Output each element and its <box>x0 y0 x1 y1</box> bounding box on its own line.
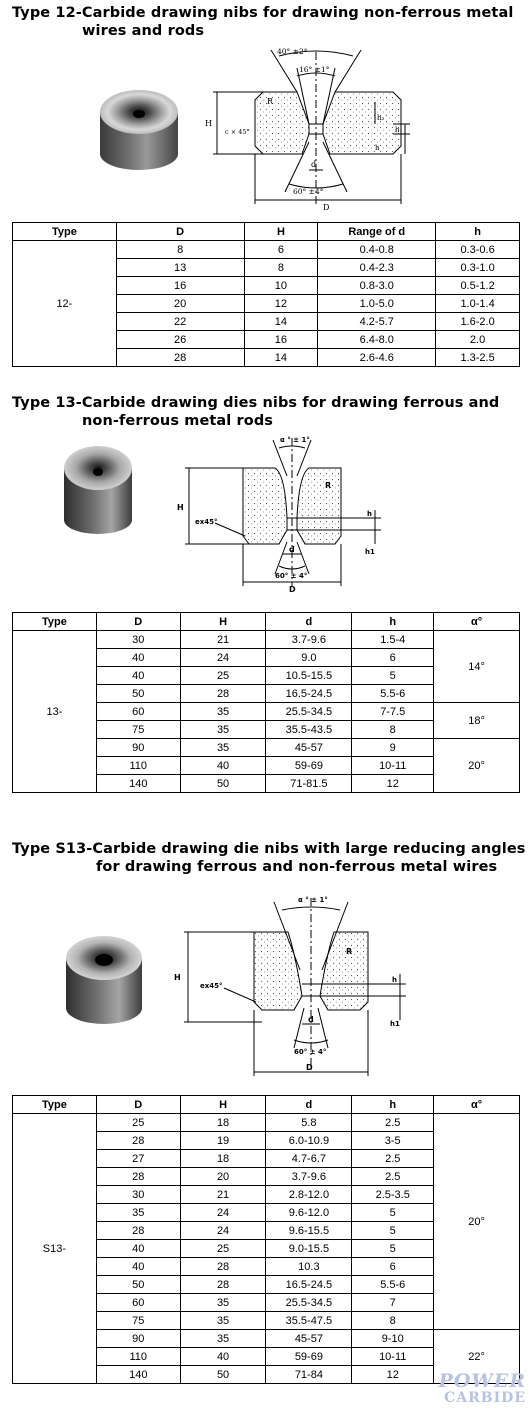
column-header: h <box>436 223 520 241</box>
table-cell: 1.6-2.0 <box>436 313 520 331</box>
column-header: H <box>180 613 266 631</box>
dimension-H-label: H <box>205 119 212 128</box>
angle-bottom-label: 60° ± 4° <box>294 1048 327 1056</box>
table-cell: 90 <box>96 739 180 757</box>
column-header: D <box>116 223 244 241</box>
table-cell: 10-11 <box>352 1348 434 1366</box>
table-cell: 5 <box>352 1222 434 1240</box>
section-title-type-12 <box>12 4 513 40</box>
dimension-d-label: d <box>289 545 295 554</box>
table-cell: 3.7-9.6 <box>266 631 352 649</box>
table-header-row <box>13 613 520 631</box>
table-cell: 24 <box>180 649 266 667</box>
table-cell: 22 <box>116 313 244 331</box>
table-cell: 4.2-5.7 <box>318 313 436 331</box>
dimension-h1-label: h1 <box>390 1020 400 1028</box>
title-line-1: Type 13-Carbide drawing dies nibs for drawing ferrous and <box>12 395 500 411</box>
table-cell: 2.8-12.0 <box>266 1186 352 1204</box>
table-cell: 16.5-24.5 <box>266 1276 352 1294</box>
table-cell: 26 <box>116 331 244 349</box>
table-cell: 13 <box>116 259 244 277</box>
table-cell: 35 <box>180 739 266 757</box>
table-cell: 75 <box>96 1312 180 1330</box>
table-cell: 5.8 <box>266 1114 352 1132</box>
chamfer-label: ex45° <box>200 982 223 990</box>
table-cell: 45-57 <box>266 739 352 757</box>
dimension-D-label: D <box>323 203 330 212</box>
dimension-h1-label: h₁ <box>395 126 403 134</box>
table-cell: 6 <box>244 241 318 259</box>
dimension-h1-label: h1 <box>365 548 375 556</box>
table-cell: 9.0-15.5 <box>266 1240 352 1258</box>
nib-photo-type-s13 <box>60 930 148 1030</box>
table-cell: 2.5 <box>352 1150 434 1168</box>
table-cell: 40 <box>96 649 180 667</box>
dimension-h-label: h <box>367 510 372 518</box>
table-cell: 12 <box>244 295 318 313</box>
table-cell: 1.3-2.5 <box>436 349 520 367</box>
angle-bottom-label: 60° ± 4° <box>275 572 308 580</box>
nib-photo-type-13 <box>58 438 138 538</box>
table-cell: 9 <box>352 739 434 757</box>
watermark-line-1: POWER <box>438 1370 526 1392</box>
alpha-angle-cell: 14° <box>434 631 520 703</box>
column-header: H <box>244 223 318 241</box>
column-header: Range of d <box>318 223 436 241</box>
table-cell: 35.5-43.5 <box>266 721 352 739</box>
alpha-angle-cell: 18° <box>434 703 520 739</box>
table-cell: 28 <box>180 685 266 703</box>
title-line-1: Type S13-Carbide drawing die nibs with large reducing angles <box>12 841 526 857</box>
table-cell: 30 <box>96 1186 180 1204</box>
table-cell: 8 <box>116 241 244 259</box>
table-row <box>13 1114 520 1132</box>
table-cell: 10.5-15.5 <box>266 667 352 685</box>
table-cell: 50 <box>180 775 266 793</box>
table-cell: 4.7-6.7 <box>266 1150 352 1168</box>
table-cell: 6.4-8.0 <box>318 331 436 349</box>
column-header: D <box>96 1096 180 1114</box>
radius-R-label: R <box>267 97 274 106</box>
table-cell: 28 <box>96 1222 180 1240</box>
table-cell: 2.5-3.5 <box>352 1186 434 1204</box>
table-row <box>13 631 520 649</box>
table-cell: 35 <box>96 1204 180 1222</box>
dimension-H-label: H <box>174 973 181 982</box>
alpha-angle-cell: 20° <box>434 739 520 793</box>
spec-table-type-s13 <box>12 1095 520 1384</box>
angle-inner-label: 16° ±1° <box>299 65 330 74</box>
title-line-2: wires and rods <box>82 23 205 39</box>
title-line-2: non-ferrous metal rods <box>82 413 274 429</box>
table-cell: 28 <box>116 349 244 367</box>
table-cell: 8 <box>352 1312 434 1330</box>
spec-table-type-12 <box>12 222 520 367</box>
angle-alpha-label: α ° ± 1° <box>298 896 328 904</box>
table-cell: 10 <box>244 277 318 295</box>
table-cell: 50 <box>96 1276 180 1294</box>
column-header: Type <box>13 1096 97 1114</box>
type-cell: S13- <box>13 1114 97 1384</box>
table-cell: 71-81.5 <box>266 775 352 793</box>
table-cell: 5 <box>352 1204 434 1222</box>
table-cell: 60 <box>96 1294 180 1312</box>
table-cell: 40 <box>180 1348 266 1366</box>
table-cell: 75 <box>96 721 180 739</box>
table-cell: 0.5-1.2 <box>436 277 520 295</box>
table-cell: 18 <box>180 1150 266 1168</box>
spec-table-type-13 <box>12 612 520 793</box>
table-cell: 35 <box>180 703 266 721</box>
table-cell: 28 <box>180 1276 266 1294</box>
table-cell: 10.3 <box>266 1258 352 1276</box>
table-cell: 8 <box>352 721 434 739</box>
table-cell: 28 <box>96 1132 180 1150</box>
table-cell: 0.4-2.3 <box>318 259 436 277</box>
table-cell: 0.3-1.0 <box>436 259 520 277</box>
section-title-type-s13 <box>12 840 526 876</box>
title-line-2: for drawing ferrous and non-ferrous metal wires <box>96 859 498 875</box>
radius-R-label: R <box>346 947 353 956</box>
table-cell: 35 <box>180 1312 266 1330</box>
table-cell: 20 <box>116 295 244 313</box>
table-header-row <box>13 1096 520 1114</box>
dimension-D-label: D <box>306 1063 313 1072</box>
table-cell: 16 <box>244 331 318 349</box>
table-cell: 20 <box>180 1168 266 1186</box>
table-cell: 9.6-12.0 <box>266 1204 352 1222</box>
table-cell: 110 <box>96 757 180 775</box>
diagram-type-12 <box>205 42 420 212</box>
title-line-1: Type 12-Carbide drawing nibs for drawing non-ferrous metal <box>12 5 514 21</box>
table-cell: 0.3-0.6 <box>436 241 520 259</box>
table-cell: 45-57 <box>266 1330 352 1348</box>
chamfer-label: c × 45° <box>225 128 250 136</box>
table-cell: 25.5-34.5 <box>266 1294 352 1312</box>
table-cell: 28 <box>96 1168 180 1186</box>
column-header: Type <box>13 223 117 241</box>
table-cell: 59-69 <box>266 1348 352 1366</box>
table-cell: 6 <box>352 649 434 667</box>
type-cell: 12- <box>13 241 117 367</box>
diagram-type-s13 <box>170 890 410 1080</box>
table-cell: 0.4-0.8 <box>318 241 436 259</box>
table-cell: 59-69 <box>266 757 352 775</box>
table-row <box>13 241 520 259</box>
table-cell: 27 <box>96 1150 180 1168</box>
table-cell: 12 <box>352 1366 434 1384</box>
table-cell: 140 <box>96 1366 180 1384</box>
table-cell: 9.6-15.5 <box>266 1222 352 1240</box>
column-header: h <box>352 613 434 631</box>
table-cell: 25.5-34.5 <box>266 703 352 721</box>
table-cell: 5.5-6 <box>352 1276 434 1294</box>
radius-R-label: R <box>325 481 332 490</box>
section-title-type-13 <box>12 394 499 430</box>
column-header: α° <box>434 613 520 631</box>
angle-outer-label: 40° ±2° <box>277 47 308 56</box>
table-cell: 2.5 <box>352 1114 434 1132</box>
table-cell: 3.7-9.6 <box>266 1168 352 1186</box>
dimension-d-label: d <box>308 1015 314 1024</box>
table-cell: 2.6-4.6 <box>318 349 436 367</box>
table-cell: 35 <box>180 1294 266 1312</box>
table-cell: 6.0-10.9 <box>266 1132 352 1150</box>
column-header: d <box>266 613 352 631</box>
watermark-line-2: CARBIDE <box>444 1390 526 1406</box>
table-cell: 9-10 <box>352 1330 434 1348</box>
table-cell: 40 <box>96 667 180 685</box>
column-header: D <box>96 613 180 631</box>
table-cell: 24 <box>180 1222 266 1240</box>
table-cell: 25 <box>180 1240 266 1258</box>
table-cell: 14 <box>244 349 318 367</box>
dimension-D-label: D <box>289 585 296 594</box>
table-cell: 25 <box>96 1114 180 1132</box>
table-cell: 12 <box>352 775 434 793</box>
table-cell: 1.0-1.4 <box>436 295 520 313</box>
table-cell: 14 <box>244 313 318 331</box>
table-cell: 5 <box>352 1240 434 1258</box>
column-header: H <box>180 1096 266 1114</box>
table-cell: 40 <box>180 757 266 775</box>
table-cell: 30 <box>96 631 180 649</box>
table-cell: 16 <box>116 277 244 295</box>
table-cell: 18 <box>180 1114 266 1132</box>
column-header: α° <box>434 1096 520 1114</box>
table-cell: 90 <box>96 1330 180 1348</box>
table-cell: 1.5-4 <box>352 631 434 649</box>
table-cell: 25 <box>180 667 266 685</box>
angle-bottom-label: 60° ±4° <box>293 187 324 196</box>
table-cell: 5 <box>352 667 434 685</box>
dimension-d-label: d <box>311 160 317 169</box>
table-cell: 140 <box>96 775 180 793</box>
chamfer-label: ex45° <box>195 518 218 526</box>
table-cell: 28 <box>180 1258 266 1276</box>
power-carbide-watermark <box>438 1370 526 1407</box>
type-cell: 13- <box>13 631 97 793</box>
table-cell: 6 <box>352 1258 434 1276</box>
alpha-angle-cell: 20° <box>434 1114 520 1330</box>
table-cell: 8 <box>244 259 318 277</box>
column-header: Type <box>13 613 97 631</box>
table-cell: 10-11 <box>352 757 434 775</box>
table-cell: 16.5-24.5 <box>266 685 352 703</box>
table-cell: 40 <box>96 1240 180 1258</box>
dimension-h-label: h <box>375 144 380 152</box>
table-cell: 50 <box>96 685 180 703</box>
table-cell: 35.5-47.5 <box>266 1312 352 1330</box>
table-cell: 1.0-5.0 <box>318 295 436 313</box>
table-cell: 50 <box>180 1366 266 1384</box>
table-cell: 0.8-3.0 <box>318 277 436 295</box>
table-cell: 71-84 <box>266 1366 352 1384</box>
table-cell: 60 <box>96 703 180 721</box>
table-cell: 5.5-6 <box>352 685 434 703</box>
table-cell: 7-7.5 <box>352 703 434 721</box>
table-cell: 110 <box>96 1348 180 1366</box>
table-cell: 7 <box>352 1294 434 1312</box>
table-cell: 35 <box>180 1330 266 1348</box>
angle-alpha-label: α ° ± 1° <box>280 436 310 444</box>
table-cell: 9.0 <box>266 649 352 667</box>
table-cell: 35 <box>180 721 266 739</box>
table-cell: 2.0 <box>436 331 520 349</box>
table-cell: 3-5 <box>352 1132 434 1150</box>
table-cell: 19 <box>180 1132 266 1150</box>
column-header: d <box>266 1096 352 1114</box>
table-header-row <box>13 223 520 241</box>
nib-photo-type-12 <box>92 82 187 177</box>
dimension-h2-label: h₂ <box>377 114 385 122</box>
table-cell: 2.5 <box>352 1168 434 1186</box>
table-cell: 21 <box>180 1186 266 1204</box>
table-cell: 40 <box>96 1258 180 1276</box>
dimension-h-label: h <box>392 976 397 984</box>
column-header: h <box>352 1096 434 1114</box>
table-cell: 21 <box>180 631 266 649</box>
alpha-angle-cell: 22° <box>434 1330 520 1384</box>
dimension-H-label: H <box>177 503 184 512</box>
diagram-type-13 <box>175 436 390 596</box>
table-cell: 24 <box>180 1204 266 1222</box>
